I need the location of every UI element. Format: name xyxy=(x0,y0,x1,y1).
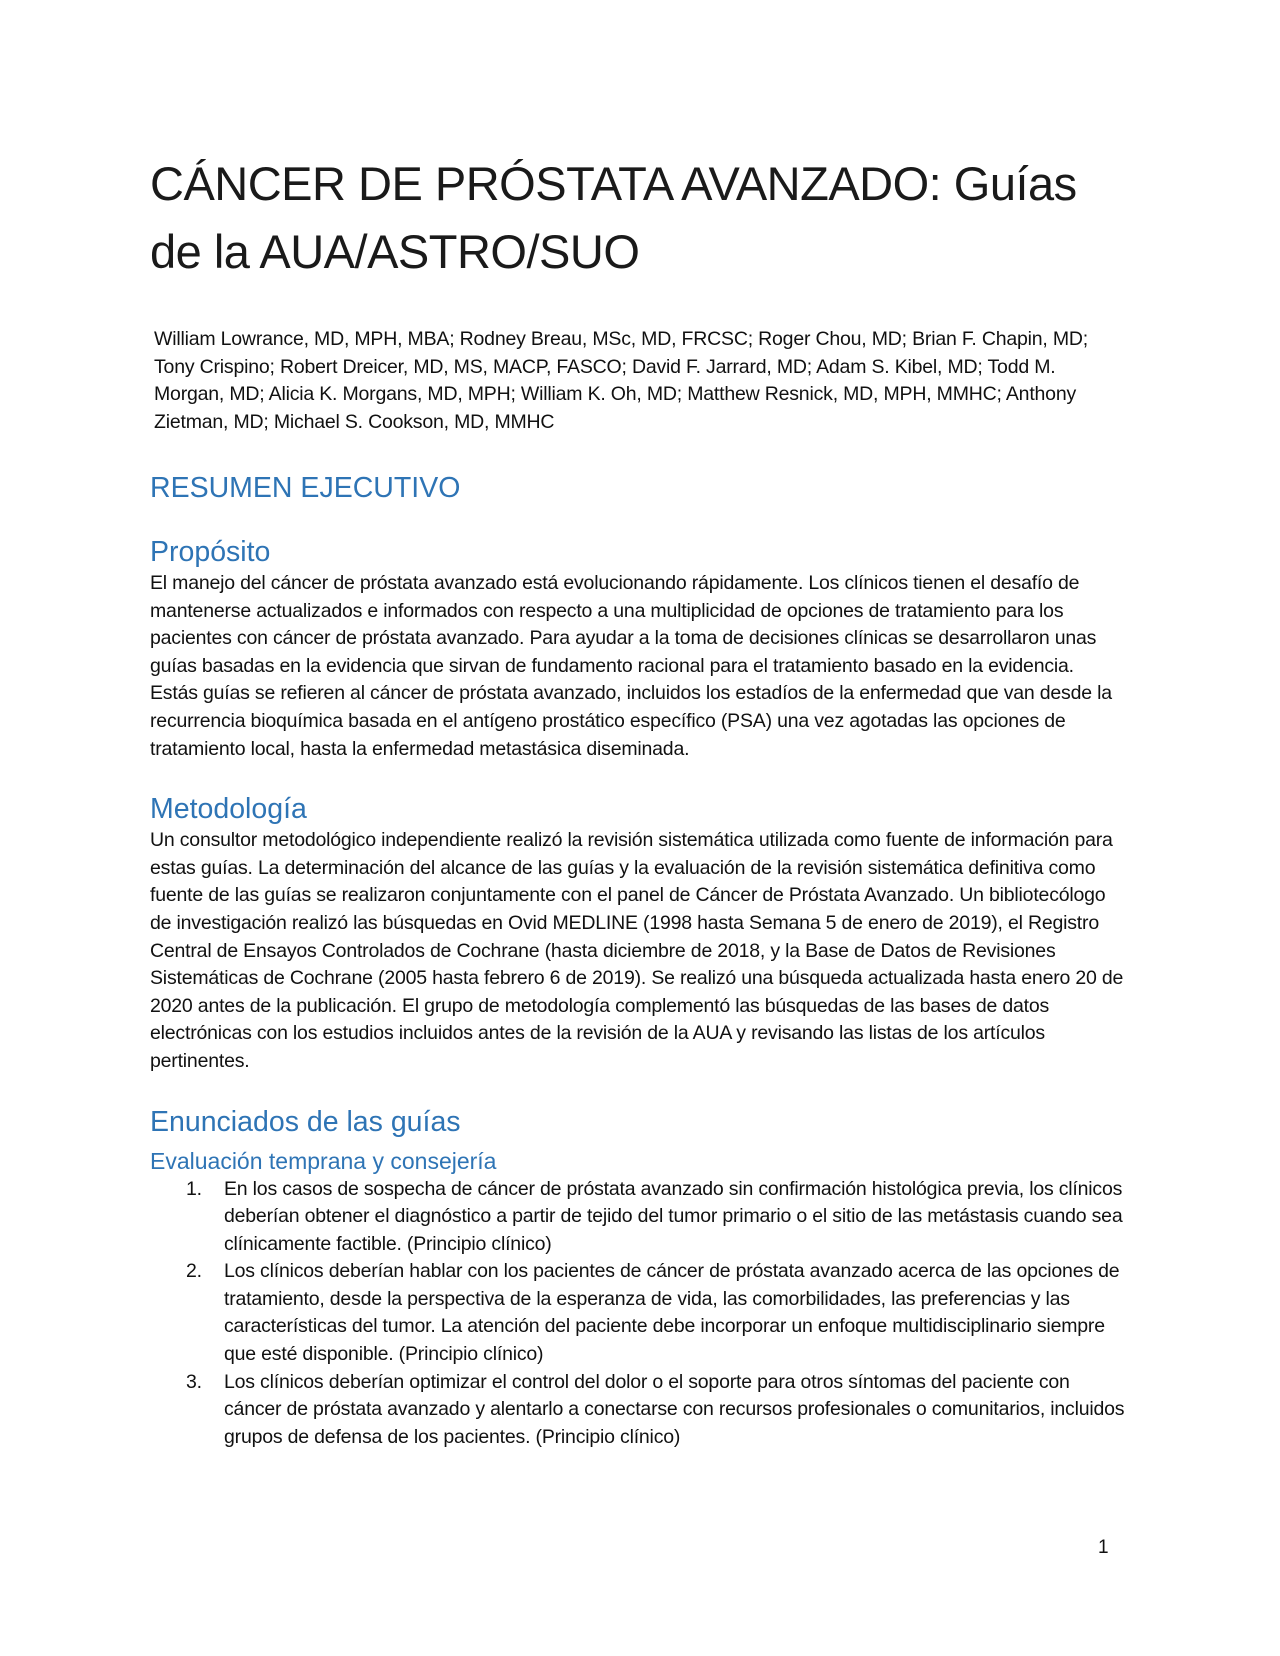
list-item-number: 1. xyxy=(186,1177,202,1200)
early-evaluation-subheading: Evaluación temprana y consejería xyxy=(150,1147,497,1174)
executive-summary-heading: RESUMEN EJECUTIVO xyxy=(150,472,461,504)
list-item xyxy=(150,1176,1125,1259)
methodology-section xyxy=(150,791,1125,1075)
list-item-text: En los casos de sospecha de cáncer de próstata avanzado sin confirmación histológica previa, los clínicos deberían obtener el diagnóstico a partir de tejido del tumor primario o el sitio de las metástasis cuando sea clínicamente factible. (Principio clínico) xyxy=(224,1177,1123,1255)
author-list: William Lowrance, MD, MPH, MBA; Rodney Breau, MSc, MD, FRCSC; Roger Chou, MD; Brian F. Chapin, MD; Tony Crispino; Robert Dreicer, MD, MS, MACP, FASCO; David F. Jarrard, MD; Adam S. Kibel, MD; Todd M. Morgan, MD; Alicia K. Morgans, MD, MPH; William K. Oh, MD; Matthew Resnick, MD, MPH, MMHC; Anthony Zietman, MD; Michael S. Cookson, MD, MMHC xyxy=(154,328,1088,433)
guideline-list xyxy=(150,1176,1125,1452)
purpose-text: El manejo del cáncer de próstata avanzado está evolucionando rápidamente. Los clínicos tienen el desafío de mantenerse actualizados e informados con respecto a una multiplicidad de opciones de tratamiento para los pacientes con cáncer de próstata avanzado. Para ayudar a la toma de decisiones clínicas se desarrollaron unas guías basadas en la evidencia que sirvan de fundamento racional para el tratamiento basado en la evidencia. Estás guías se refieren al cáncer de próstata avanzado, incluidos los estadíos de la enfermedad que van desde la recurrencia bioquímica basada en el antígeno prostático específico (PSA) una vez agotadas las opciones de tratamiento local, hasta la enfermedad metastásica diseminada. xyxy=(150,572,1112,760)
list-item-number: 3. xyxy=(186,1370,202,1393)
guideline-statements-heading: Enunciados de las guías xyxy=(150,1105,461,1138)
list-item-number: 2. xyxy=(186,1260,202,1283)
methodology-heading: Metodología xyxy=(150,793,307,826)
page-number: 1 xyxy=(1098,1537,1109,1558)
list-item-text: Los clínicos deberían optimizar el control del dolor o el soporte para otros síntomas del paciente con cáncer de próstata avanzado y alentarlo a conectarse con recursos profesionales o comunitarios, incluidos grupos de defensa de los pacientes. (Principio clínico) xyxy=(224,1370,1125,1448)
purpose-section xyxy=(150,534,1125,763)
document-title: CÁNCER DE PRÓSTATA AVANZADO: Guías de la AUA/ASTRO/SUO xyxy=(150,157,1077,278)
list-item-text: Los clínicos deberían hablar con los pacientes de cáncer de próstata avanzado acerca de las opciones de tratamiento, desde la perspectiva de la esperanza de vida, las comorbilidades, las preferencias y las características del tumor. La atención del paciente debe incorporar un enfoque multidisciplinario siempre que esté disponible. (Principio clínico) xyxy=(224,1260,1120,1366)
methodology-text: Un consultor metodológico independiente realizó la revisión sistemática utilizada como fuente de información para estas guías. La determinación del alcance de las guías y la evaluación de la revisión sistemática definitiva como fuente de las guías se realizaron conjuntamente con el panel de Cáncer de Próstata Avanzado. Un bibliotecólogo de investigación realizó las búsquedas en Ovid MEDLINE (1998 hasta Semana 5 de enero de 2019), el Registro Central de Ensayos Controlados de Cochrane (hasta diciembre de 2018, y la Base de Datos de Revisiones Sistemáticas de Cochrane (2005 hasta febrero 6 de 2019). Se realizó una búsqueda actualizada hasta enero 20 de 2020 antes de la publicación. El grupo de metodología complementó las búsquedas de las bases de datos electrónicas con los estudios incluidos antes de la revisión de la AUA y revisando las listas de los artículos pertinentes. xyxy=(150,829,1124,1072)
purpose-heading: Propósito xyxy=(150,536,271,568)
guideline-statements-section xyxy=(150,1104,1125,1452)
document-page xyxy=(150,150,1125,1451)
list-item xyxy=(150,1258,1125,1368)
list-item xyxy=(150,1369,1125,1452)
